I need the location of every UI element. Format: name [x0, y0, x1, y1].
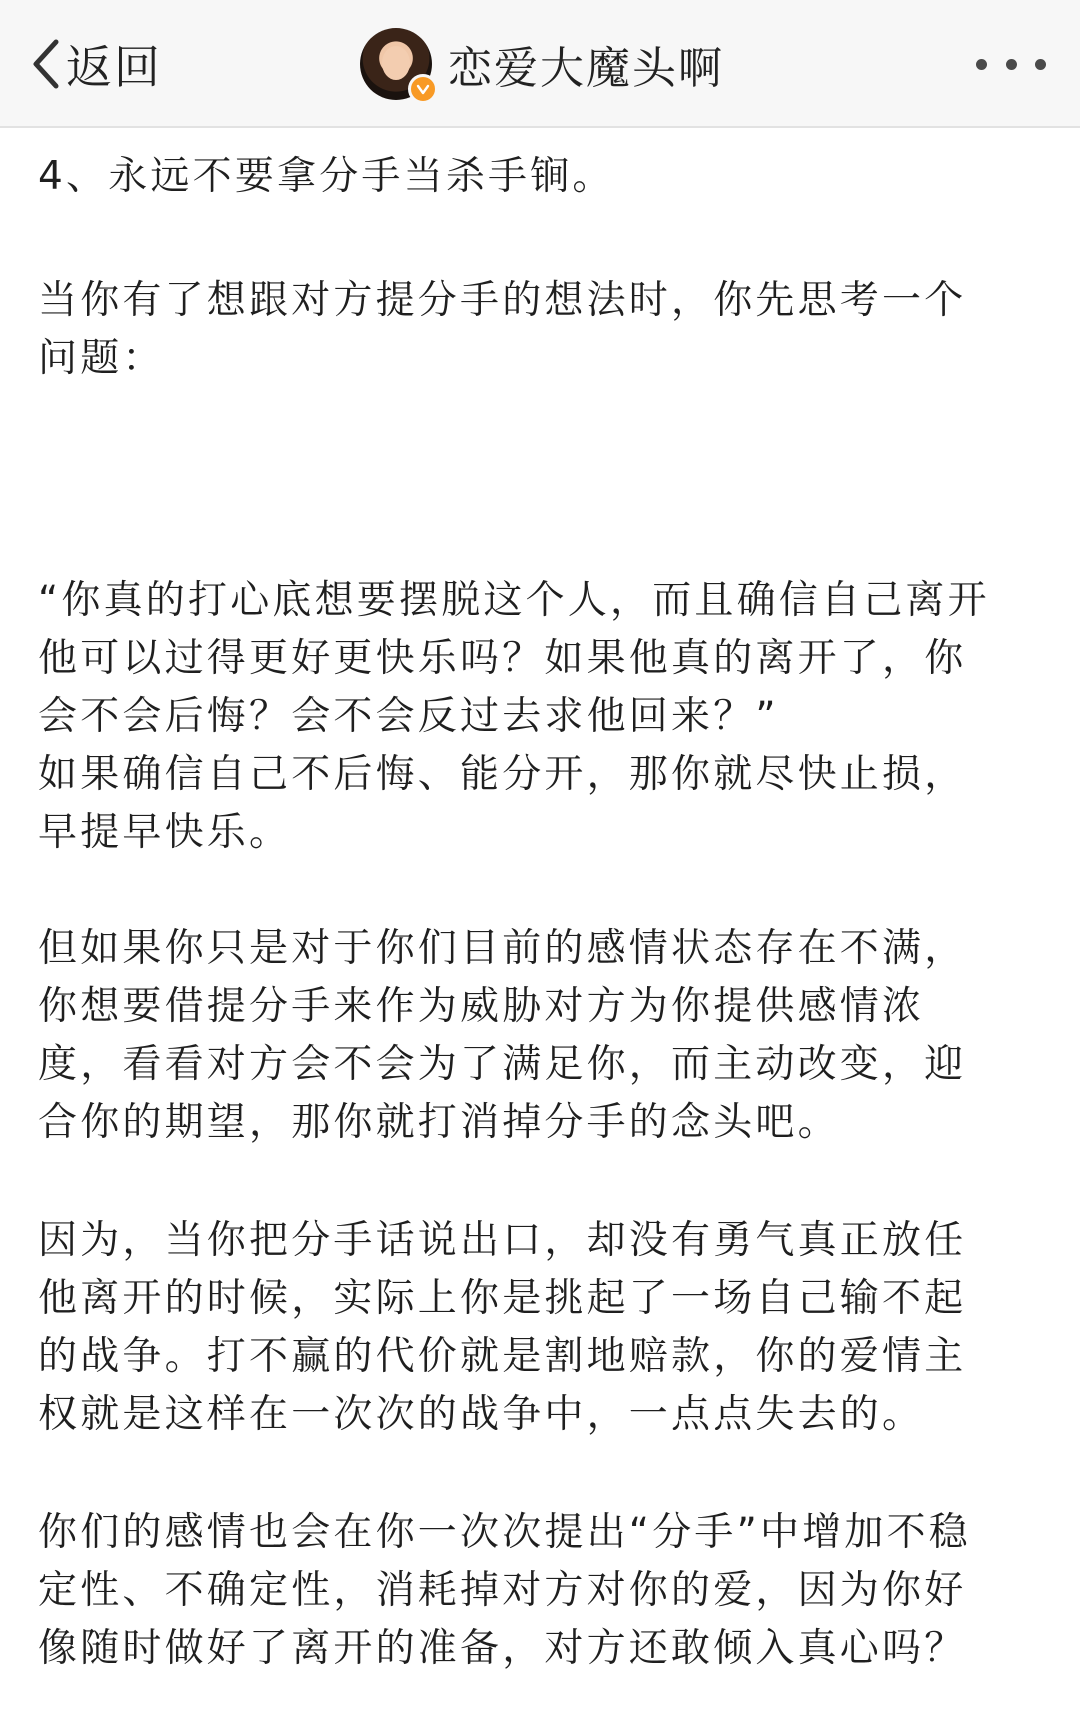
- paragraph: [38, 1212, 966, 1444]
- paragraph: [38, 1504, 971, 1678]
- text-line: 会不会后悔？会不会反过去求他回来？”: [38, 694, 779, 739]
- text-line: 合你的期望，那你就打消掉分手的念头吧。: [38, 1100, 840, 1145]
- text-line: 早提早快乐。: [38, 810, 292, 855]
- avatar-face: [382, 46, 410, 80]
- text-line: 定性、不确定性，消耗掉对方对你的爱，因为你好: [38, 1568, 967, 1613]
- author-name[interactable]: 恋爱大魔头啊: [448, 43, 724, 94]
- text-line: 因为，当你把分手话说出口，却没有勇气真正放任: [38, 1218, 967, 1263]
- dot: [1035, 59, 1046, 70]
- paragraph-heading: [38, 148, 615, 206]
- more-dots-icon[interactable]: [976, 50, 1046, 78]
- back-label: 返回: [66, 40, 162, 94]
- text-line: “你真的打心底想要摆脱这个人，而且确信自己离开: [38, 578, 990, 623]
- avatar[interactable]: [360, 28, 432, 100]
- text-line: 但如果你只是对于你们目前的感情状态存在不满，: [38, 926, 967, 971]
- paragraph: [38, 572, 990, 862]
- verified-badge-icon: [408, 74, 438, 104]
- navigation-bar: [0, 0, 1080, 128]
- text-line: 度，看看对方会不会为了满足你，而主动改变，迎: [38, 1042, 967, 1087]
- text-line: 4、永远不要拿分手当杀手锏。: [38, 154, 615, 199]
- text-line: 当你有了想跟对方提分手的想法时，你先思考一个: [38, 278, 967, 323]
- dot: [976, 59, 987, 70]
- chevron-left-icon: [30, 38, 60, 90]
- text-line: 的战争。打不赢的代价就是割地赔款，你的爱情主: [38, 1334, 967, 1379]
- text-line: 他离开的时候，实际上你是挑起了一场自己输不起: [38, 1276, 967, 1321]
- text-line: 像随时做好了离开的准备，对方还敢倾入真心吗？: [38, 1626, 967, 1671]
- text-line: 他可以过得更好更快乐吗？如果他真的离开了，你: [38, 636, 967, 681]
- text-line: 如果确信自己不后悔、能分开，那你就尽快止损，: [38, 752, 967, 797]
- dot: [1006, 59, 1017, 70]
- author-profile[interactable]: [360, 26, 724, 102]
- text-line: 问题：: [38, 336, 165, 381]
- text-line: 你想要借提分手来作为威胁对方为你提供感情浓: [38, 984, 925, 1029]
- text-line: 你们的感情也会在你一次次提出“分手”中增加不稳: [38, 1510, 972, 1555]
- paragraph: [38, 272, 966, 388]
- back-button[interactable]: [30, 34, 162, 94]
- text-line: 权就是这样在一次次的战争中，一点点失去的。: [38, 1392, 925, 1437]
- paragraph: [38, 920, 966, 1152]
